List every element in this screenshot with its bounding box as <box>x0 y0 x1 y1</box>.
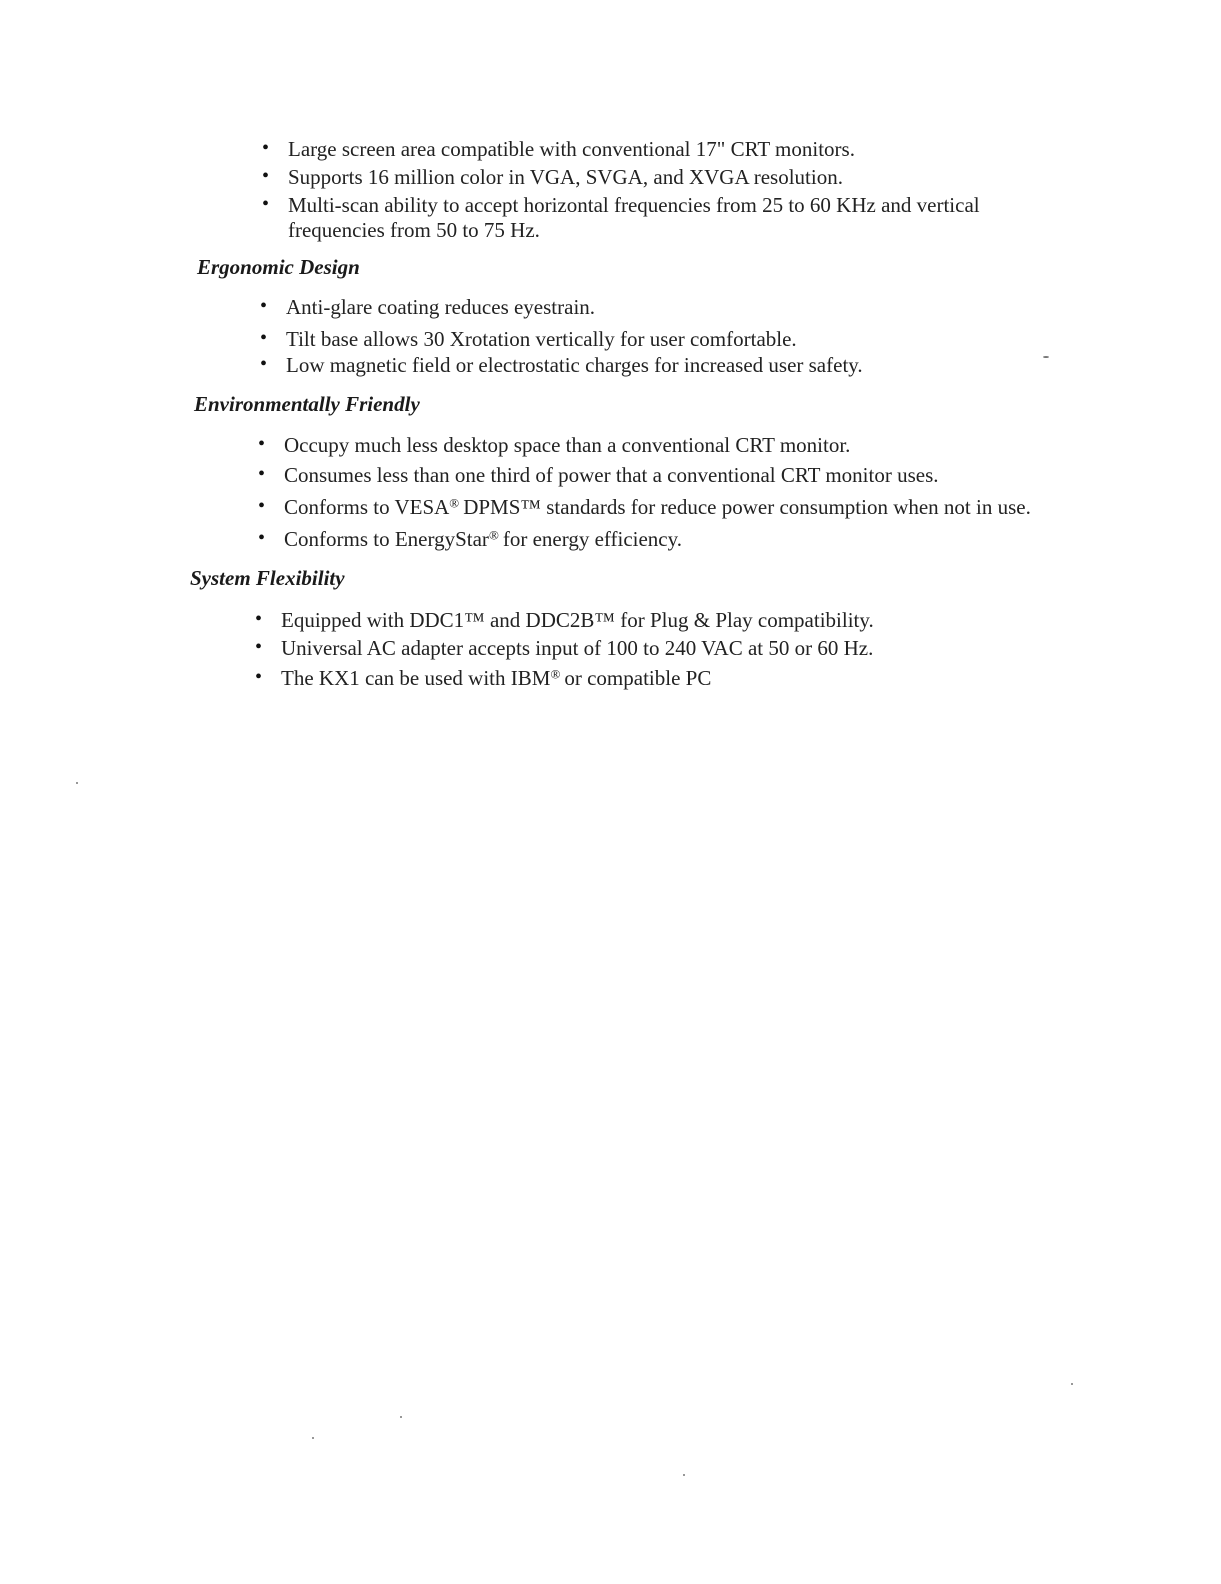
bullet-icon: • <box>260 295 268 317</box>
bullet-icon: • <box>260 327 268 349</box>
flexibility-feature-list <box>255 608 874 696</box>
item-text: Occupy much less desktop space than a conventional CRT monitor. <box>284 433 851 457</box>
list-item <box>262 193 980 243</box>
item-text-continued: or compatible PC <box>564 666 712 690</box>
list-item <box>258 495 1031 527</box>
scan-speck <box>1071 1383 1073 1385</box>
section-heading-flexibility: System Flexibility <box>190 566 345 590</box>
bullet-icon: • <box>255 636 263 658</box>
list-item <box>262 165 980 193</box>
bullet-icon: • <box>258 433 266 455</box>
item-text-continued: frequencies from 50 to 75 Hz. <box>288 218 540 242</box>
list-item <box>258 463 1031 495</box>
item-text: Equipped with DDC1™ and DDC2B™ for Plug & Play compatibility. <box>281 608 874 632</box>
intro-feature-list <box>262 137 980 243</box>
list-item <box>255 666 874 696</box>
scan-speck <box>76 782 78 784</box>
bullet-icon: • <box>262 193 270 215</box>
scan-speck <box>400 1416 402 1418</box>
item-text: Large screen area compatible with conventional 17" CRT monitors. <box>288 137 855 161</box>
item-text-continued: for energy efficiency. <box>502 527 683 551</box>
list-item <box>260 353 863 381</box>
list-item <box>262 137 980 165</box>
scan-speck <box>1043 356 1049 358</box>
bullet-icon: • <box>255 666 263 688</box>
section-heading-environment: Environmentally Friendly <box>194 392 420 416</box>
item-text: Conforms to VESA <box>284 495 450 519</box>
item-text: The KX1 can be used with IBM <box>281 666 551 690</box>
ergonomic-feature-list <box>260 295 863 381</box>
bullet-icon: • <box>260 353 268 375</box>
item-text: Tilt base allows 30 Xrotation vertically for user comfortable. <box>286 327 797 351</box>
bullet-icon: • <box>262 165 270 187</box>
bullet-icon: • <box>258 495 266 517</box>
section-heading-ergonomic: Ergonomic Design <box>197 255 360 279</box>
item-text-continued: DPMS™ standards for reduce power consumption when not in use. <box>463 495 1031 519</box>
item-text: Supports 16 million color in VGA, SVGA, and XVGA resolution. <box>288 165 843 189</box>
list-item <box>260 295 863 327</box>
list-item <box>260 327 863 353</box>
list-item <box>255 636 874 666</box>
bullet-icon: • <box>255 608 263 630</box>
registered-mark: ® <box>550 666 561 682</box>
list-item <box>258 433 1031 463</box>
scan-speck <box>683 1474 685 1476</box>
bullet-icon: • <box>258 463 266 485</box>
item-text: Multi-scan ability to accept horizontal frequencies from 25 to 60 KHz and vertical <box>288 193 980 217</box>
registered-mark: ® <box>449 495 460 511</box>
item-text: Anti-glare coating reduces eyestrain. <box>286 295 596 319</box>
item-text: Universal AC adapter accepts input of 100 to 240 VAC at 50 or 60 Hz. <box>281 636 874 660</box>
scan-speck <box>312 1437 314 1439</box>
environment-feature-list <box>258 433 1031 557</box>
item-text: Conforms to EnergyStar <box>284 527 489 551</box>
bullet-icon: • <box>258 527 266 549</box>
bullet-icon: • <box>262 137 270 159</box>
item-text: Low magnetic field or electrostatic charges for increased user safety. <box>286 353 863 377</box>
item-text: Consumes less than one third of power that a conventional CRT monitor uses. <box>284 463 939 487</box>
registered-mark: ® <box>488 527 499 543</box>
list-item <box>258 527 1031 557</box>
list-item <box>255 608 874 636</box>
